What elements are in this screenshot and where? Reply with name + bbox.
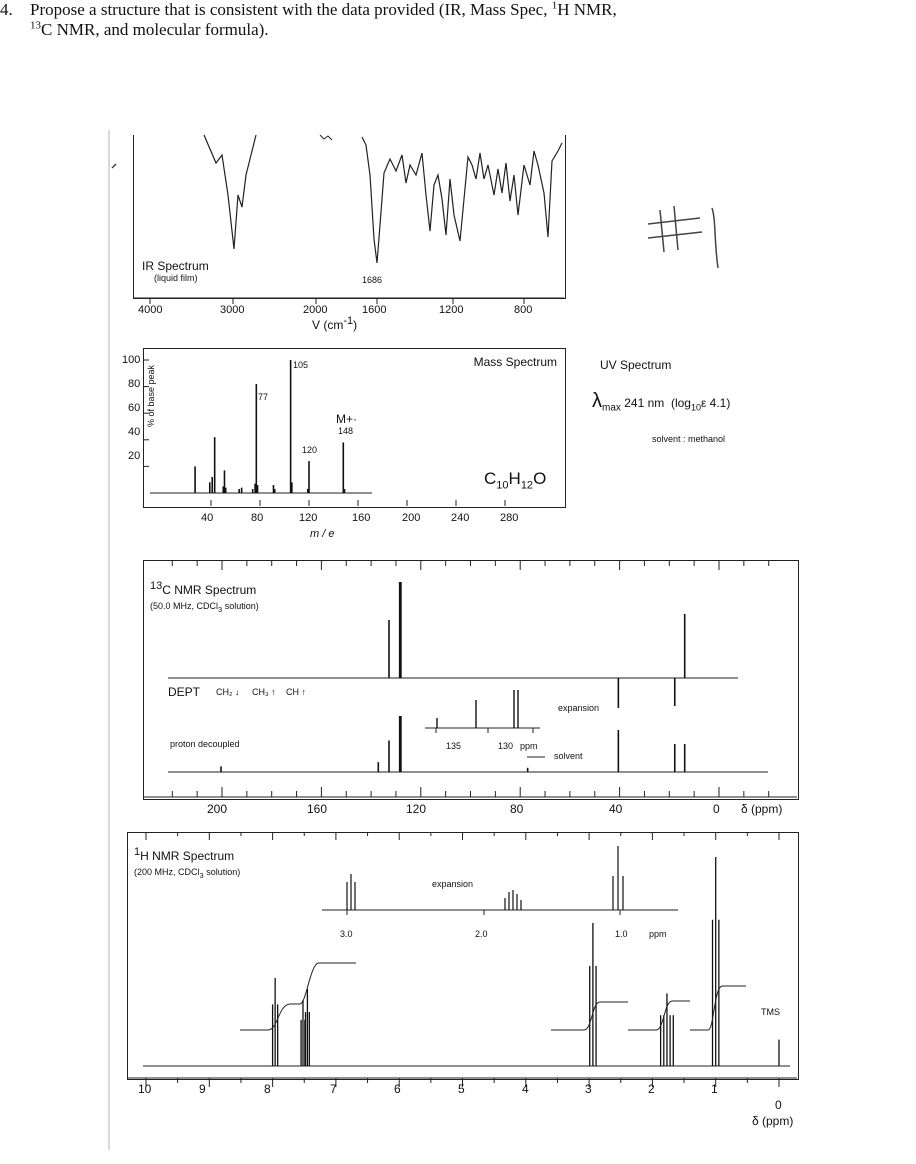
h1-xtick-4: 4: [522, 1082, 529, 1096]
mass-peak-label-120: 120: [302, 445, 318, 455]
h1-xtick-2: 2: [648, 1082, 655, 1096]
mass-xtick-120: 120: [299, 512, 318, 524]
mass-ylabel: % of base peak: [146, 364, 156, 428]
h1-expansion-tick-1: 1.0: [615, 929, 628, 939]
mass-ytick-40: 40: [128, 426, 141, 438]
c13-solvent-label: solvent: [554, 751, 583, 761]
h1-xtick-9: 9: [199, 1082, 206, 1096]
h1-expansion-tick-3: 3.0: [340, 929, 353, 939]
uv-solvent: solvent : methanol: [652, 434, 726, 444]
ir-tick-2000: 2000: [303, 304, 328, 316]
c13-xtick-160: 160: [307, 802, 328, 816]
ir-tick-1600: 1600: [362, 304, 387, 316]
c13-expansion-tick-ppm: ppm: [520, 741, 538, 751]
h1-expansion-tick-ppm: ppm: [649, 929, 667, 939]
uv-lambda-max: $\lambda_{max}$ 241 nm ($\log_{10}\varepsilon$ 4.1): [592, 390, 731, 414]
ir-subtitle: (liquid film): [154, 273, 198, 283]
c13-expansion-label: expansion: [558, 703, 600, 713]
h1-xtick-0: 0: [775, 1098, 782, 1112]
ir-axis-label: V $(cm^{-1})$: [312, 315, 358, 332]
c13-xtick-40: 40: [609, 802, 623, 816]
c13-dept-ch3: CH₃ ↑: [252, 687, 276, 697]
uv-title: UV Spectrum: [600, 358, 672, 372]
mass-ytick-80: 80: [128, 378, 141, 390]
ir-tick-1200: 1200: [439, 304, 464, 316]
mass-ytick-60: 60: [128, 402, 141, 414]
c13-subtitle: (50.0 MHz, CDCl$_3$ solution): [150, 601, 259, 614]
h1-expansion-tick-2: 2.0: [475, 929, 488, 939]
c13-dept-label: DEPT: [168, 685, 201, 699]
mass-ytick-100: 100: [122, 354, 141, 366]
c13-xtick-80: 80: [510, 802, 524, 816]
h1-xtick-7: 7: [330, 1082, 337, 1096]
ir-tick-800: 800: [514, 304, 533, 316]
c13-expansion-tick-135: 135: [446, 741, 462, 751]
mass-xtick-40: 40: [201, 512, 214, 524]
c13-dept-ch: CH ↑: [286, 687, 307, 697]
h1-subtitle: (200 MHz, CDCl$_3$ solution): [134, 867, 241, 880]
c13-title: $^{13}$C NMR Spectrum: [150, 580, 257, 597]
h1-expansion-label: expansion: [432, 879, 474, 889]
mass-peak-label-77: 77: [258, 392, 269, 402]
c13-dept-ch2: CH₂ ↓: [216, 687, 240, 697]
h1-xlabel: δ (ppm): [752, 1114, 794, 1128]
mass-ytick-20: 20: [128, 450, 141, 462]
c13-xtick-200: 200: [207, 802, 228, 816]
h1-xtick-8: 8: [264, 1082, 271, 1096]
h1-xtick-3: 3: [585, 1082, 592, 1096]
h1-title: $^1$H NMR Spectrum: [134, 846, 235, 863]
mass-xtick-80: 80: [251, 512, 264, 524]
h1-xtick-1: 1: [711, 1082, 718, 1096]
mass-xtick-240: 240: [451, 512, 470, 524]
mass-xtick-160: 160: [352, 512, 371, 524]
c13-proton-decoupled: proton decoupled: [170, 739, 240, 749]
ir-peak-label: 1686: [362, 275, 383, 285]
question-number: 4.: [0, 0, 13, 19]
mass-title: Mass Spectrum: [473, 355, 557, 369]
c13-expansion-tick-130: 130: [498, 741, 514, 751]
question-line-1: Propose a structure that is consistent with the data provided (IR, Mass Spec, $^1$H NMR,: [30, 0, 617, 19]
mass-xlabel: m / e: [310, 528, 335, 540]
mass-xtick-280: 280: [500, 512, 519, 524]
mass-formula: $C_{10}H_{12}O$: [484, 469, 547, 492]
h1-xtick-6: 6: [394, 1082, 401, 1096]
c13-xlabel: δ (ppm): [741, 802, 783, 816]
question-line-2: $^{13}$C NMR, and molecular formula).: [30, 19, 269, 39]
mass-molecular-ion: M+·: [336, 412, 357, 426]
mass-peak-label-105: 105: [293, 360, 309, 370]
h1-xtick-5: 5: [458, 1082, 465, 1096]
c13-xtick-120: 120: [406, 802, 427, 816]
h1-tms-label: TMS: [761, 1007, 780, 1017]
ir-tick-3000: 3000: [220, 304, 245, 316]
mass-xtick-200: 200: [402, 512, 421, 524]
c13-xtick-0: 0: [713, 802, 720, 816]
ir-tick-4000: 4000: [138, 304, 163, 316]
ir-title: IR Spectrum: [142, 259, 209, 273]
h1-xtick-10: 10: [138, 1082, 152, 1096]
mass-molecular-ion-mass: 148: [338, 426, 354, 436]
